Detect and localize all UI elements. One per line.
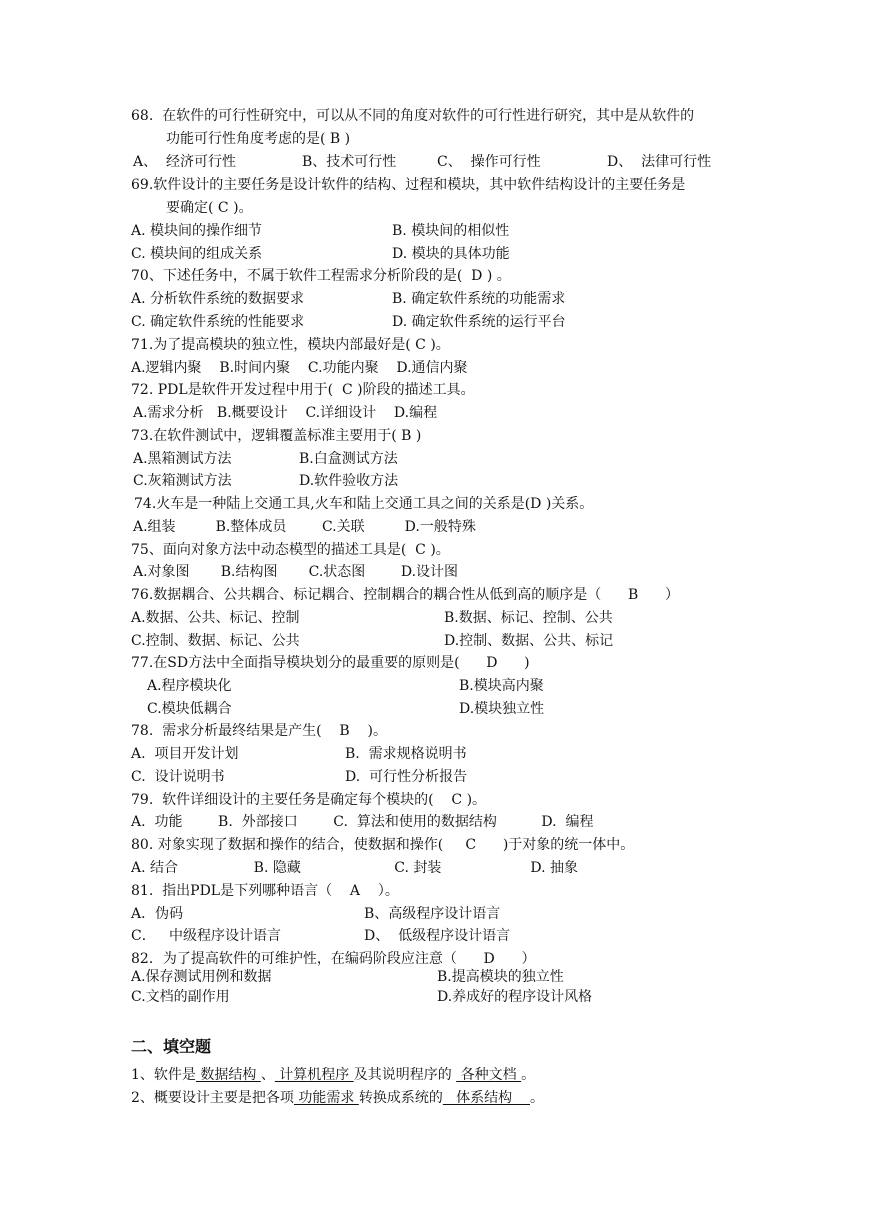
q78-stem: 78. 需求分析最终结果是产生( B )。	[131, 723, 387, 739]
fill1-text-e: 。	[521, 1067, 536, 1083]
q77-option-c: C.模块低耦合	[147, 701, 232, 717]
q77-stem: 77.在SD方法中全面指导模块划分的最重要的原则是( D )	[131, 655, 530, 671]
q71-options: A.逻辑内聚 B.时间内聚 C.功能内聚 D.通信内聚	[131, 360, 468, 376]
q68-stem: 68. 在软件的可行性研究中，可以从不同的角度对软件的可行性进行研究，其中是从软件的	[131, 108, 695, 124]
q81-option-d: D、 低级程序设计语言	[364, 928, 511, 944]
section-heading-fill-in: 二、填空题	[131, 1037, 212, 1056]
q71-stem: 71.为了提高模块的独立性，模块内部最好是( C )。	[131, 337, 450, 353]
q78-option-a: A. 项目开发计划	[131, 746, 239, 762]
q75-stem: 75、面向对象方法中动态模型的描述工具是( C )。	[131, 542, 450, 558]
q69-stem-cont: 要确定( C )。	[166, 200, 253, 216]
fill2-text-c: 转换成系统的	[358, 1090, 443, 1106]
q80-options: A. 结合 B. 隐藏 C. 封装 D. 抽象	[131, 860, 579, 876]
q74-options: A.组装 B.整体成员 C.关联 D.一般特殊	[133, 519, 476, 535]
q73-stem: 73.在软件测试中，逻辑覆盖标准主要用于( B )	[131, 428, 422, 444]
q81-option-c: C． 中级程序设计语言	[131, 928, 282, 944]
q81-stem: 81. 指出PDL是下列哪种语言（ A ）。	[131, 883, 399, 899]
q68-option-a: A、 经济可行性	[133, 154, 237, 170]
q73-option-b: B.白盒测试方法	[299, 451, 398, 467]
fill2-answer-1: 功能需求	[293, 1090, 359, 1106]
q70-option-b: B. 确定软件系统的功能需求	[392, 291, 566, 307]
q70-option-d: D. 确定软件系统的运行平台	[392, 314, 566, 330]
fill1-text-a: 1、软件是	[131, 1067, 196, 1083]
fill-question-1	[131, 1066, 535, 1084]
q69-option-d: D. 模块的具体功能	[392, 246, 510, 262]
q82-stem: 82．为了提高软件的可维护性，在编码阶段应注意（ D ）	[131, 951, 536, 967]
q82-option-a: A.保存测试用例和数据	[131, 969, 272, 985]
q82-option-d: D.养成好的程序设计风格	[437, 989, 593, 1005]
q74-stem: 74.火车是一种陆上交通工具,火车和陆上交通工具之间的关系是(D )关系。	[134, 496, 594, 512]
q70-stem: 70、下述任务中，不属于软件工程需求分析阶段的是( D ) 。	[131, 268, 511, 284]
q77-option-d: D.模块独立性	[459, 701, 545, 717]
q78-option-d: D. 可行性分析报告	[345, 769, 468, 785]
q77-option-b: B.模块高内聚	[459, 678, 544, 694]
q77-option-a: A.程序模块化	[147, 678, 232, 694]
q73-option-d: D.软件验收方法	[299, 473, 399, 489]
q82-option-c: C.文档的副作用	[131, 989, 230, 1005]
q73-option-c: C.灰箱测试方法	[133, 473, 232, 489]
q70-option-c: C. 确定软件系统的性能要求	[131, 314, 305, 330]
q75-options: A.对象图 B.结构图 C.状态图 D.设计图	[133, 564, 459, 580]
q72-options: A.需求分析 B.概要设计 C.详细设计 D.编程	[133, 405, 438, 421]
q69-option-c: C. 模块间的组成关系	[131, 246, 263, 262]
q78-option-b: B. 需求规格说明书	[345, 746, 467, 762]
fill2-text-d: 。	[529, 1090, 544, 1106]
q81-option-a: A．伪码	[131, 906, 184, 922]
fill1-answer-1: 数据结构	[195, 1067, 261, 1083]
q76-option-d: D.控制、数据、公共、标记	[444, 633, 614, 649]
q68-option-c: C、 操作可行性	[437, 154, 541, 170]
fill-question-2	[131, 1089, 544, 1107]
fill1-text-d: 及其说明程序的	[353, 1067, 457, 1083]
q69-stem: 69.软件设计的主要任务是设计软件的结构、过程和模块，其中软件结构设计的主要任务是	[131, 177, 686, 193]
q68-stem-cont: 功能可行性角度考虑的是( B )	[166, 131, 351, 147]
q68-option-d: D、 法律可行性	[607, 154, 712, 170]
q68-option-b: B、技术可行性	[302, 154, 397, 170]
q79-options: A. 功能 B. 外部接口 C. 算法和使用的数据结构 D. 编程	[131, 814, 594, 830]
q79-stem: 79. 软件详细设计的主要任务是确定每个模块的( C )。	[131, 792, 487, 808]
q69-option-b: B. 模块间的相似性	[392, 223, 510, 239]
fill1-answer-2: 计算机程序	[274, 1067, 354, 1083]
q76-option-c: C.控制、数据、标记、公共	[131, 633, 300, 649]
fill2-text-a: 2、概要设计主要是把各项	[131, 1090, 294, 1106]
q80-stem: 80. 对象实现了数据和操作的结合，使数据和操作( C )于对象的统一体中。	[131, 837, 635, 853]
fill2-answer-2: 体系结构	[442, 1090, 530, 1106]
fill1-answer-3: 各种文档	[456, 1067, 522, 1083]
q76-option-b: B.数据、标记、控制、公共	[444, 610, 613, 626]
q72-stem: 72. PDL是软件开发过程中用于( C )阶段的描述工具。	[131, 382, 475, 398]
fill1-text-c: 、	[260, 1067, 275, 1083]
q69-option-a: A. 模块间的操作细节	[131, 223, 263, 239]
q81-option-b: B、高级程序设计语言	[364, 906, 501, 922]
q82-option-b: B.提高模块的独立性	[437, 969, 564, 985]
q73-option-a: A.黑箱测试方法	[133, 451, 232, 467]
q76-stem: 76.数据耦合、公共耦合、标记耦合、控制耦合的耦合性从低到高的顺序是（ B ）	[131, 587, 679, 603]
q76-option-a: A.数据、公共、标记、控制	[131, 610, 300, 626]
q70-option-a: A. 分析软件系统的数据要求	[131, 291, 305, 307]
q78-option-c: C. 设计说明书	[131, 769, 225, 785]
